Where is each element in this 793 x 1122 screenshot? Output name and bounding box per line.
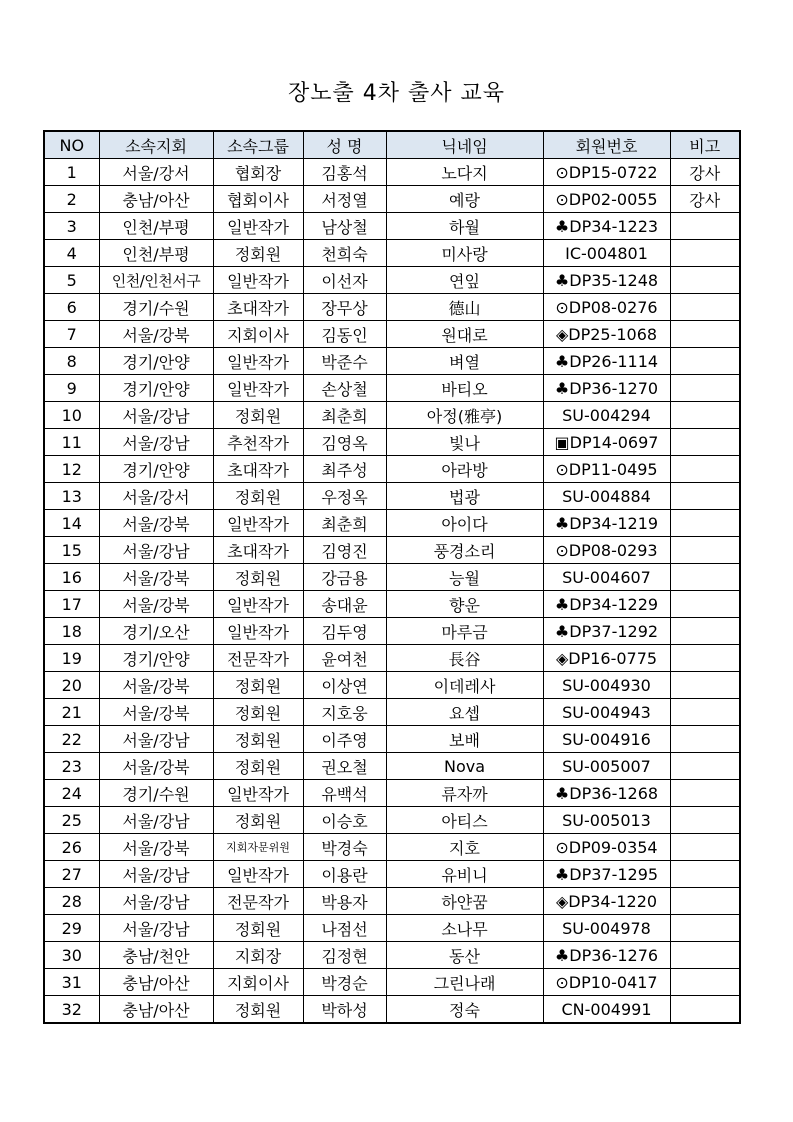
cell-no: 27 xyxy=(44,861,99,888)
cell-group: 정회원 xyxy=(213,807,303,834)
member-table xyxy=(43,130,741,1024)
table-row xyxy=(44,753,740,780)
cell-note xyxy=(670,429,740,456)
cell-nickname: 동산 xyxy=(386,942,543,969)
table-row xyxy=(44,807,740,834)
table-row xyxy=(44,159,740,186)
cell-group: 일반작가 xyxy=(213,618,303,645)
table-row xyxy=(44,996,740,1024)
cell-branch: 서울/강북 xyxy=(99,591,213,618)
cell-note xyxy=(670,618,740,645)
cell-nickname: 법광 xyxy=(386,483,543,510)
cell-member-id: IC-004801 xyxy=(543,240,670,267)
cell-note xyxy=(670,267,740,294)
cell-name: 강금용 xyxy=(303,564,386,591)
cell-no: 1 xyxy=(44,159,99,186)
cell-group: 정회원 xyxy=(213,915,303,942)
cell-note xyxy=(670,645,740,672)
cell-group: 전문작가 xyxy=(213,645,303,672)
cell-member-id: ⊙DP15-0722 xyxy=(543,159,670,186)
cell-nickname: 하얀꿈 xyxy=(386,888,543,915)
cell-note xyxy=(670,888,740,915)
cell-branch: 경기/수원 xyxy=(99,294,213,321)
cell-note xyxy=(670,780,740,807)
cell-member-id: SU-004916 xyxy=(543,726,670,753)
cell-note xyxy=(670,240,740,267)
cell-group: 협회장 xyxy=(213,159,303,186)
cell-no: 14 xyxy=(44,510,99,537)
cell-note xyxy=(670,861,740,888)
table-row xyxy=(44,429,740,456)
cell-nickname: 류자까 xyxy=(386,780,543,807)
table-row xyxy=(44,915,740,942)
cell-branch: 서울/강남 xyxy=(99,807,213,834)
cell-member-id: ♣DP35-1248 xyxy=(543,267,670,294)
cell-nickname: 연잎 xyxy=(386,267,543,294)
cell-name: 이주영 xyxy=(303,726,386,753)
cell-no: 4 xyxy=(44,240,99,267)
cell-branch: 서울/강북 xyxy=(99,321,213,348)
table-row xyxy=(44,213,740,240)
cell-no: 16 xyxy=(44,564,99,591)
cell-branch: 서울/강남 xyxy=(99,888,213,915)
cell-branch: 서울/강남 xyxy=(99,402,213,429)
cell-name: 김동인 xyxy=(303,321,386,348)
cell-note xyxy=(670,591,740,618)
table-row xyxy=(44,699,740,726)
cell-group: 정회원 xyxy=(213,753,303,780)
cell-member-id: SU-004978 xyxy=(543,915,670,942)
cell-branch: 서울/강북 xyxy=(99,672,213,699)
cell-name: 이승호 xyxy=(303,807,386,834)
table-row xyxy=(44,348,740,375)
cell-no: 24 xyxy=(44,780,99,807)
cell-no: 23 xyxy=(44,753,99,780)
cell-nickname: 정숙 xyxy=(386,996,543,1024)
cell-name: 김홍석 xyxy=(303,159,386,186)
cell-nickname: 빛나 xyxy=(386,429,543,456)
cell-note xyxy=(670,537,740,564)
cell-group: 일반작가 xyxy=(213,267,303,294)
cell-group: 지회이사 xyxy=(213,321,303,348)
table-row xyxy=(44,645,740,672)
table-row xyxy=(44,402,740,429)
table-row xyxy=(44,591,740,618)
cell-no: 30 xyxy=(44,942,99,969)
cell-no: 10 xyxy=(44,402,99,429)
cell-group: 초대작가 xyxy=(213,456,303,483)
cell-no: 20 xyxy=(44,672,99,699)
cell-note xyxy=(670,672,740,699)
cell-group: 일반작가 xyxy=(213,510,303,537)
header-member-id: 회원번호 xyxy=(543,131,670,159)
cell-no: 17 xyxy=(44,591,99,618)
cell-branch: 서울/강북 xyxy=(99,510,213,537)
cell-nickname: 미사랑 xyxy=(386,240,543,267)
cell-no: 12 xyxy=(44,456,99,483)
cell-group: 정회원 xyxy=(213,726,303,753)
cell-name: 이용란 xyxy=(303,861,386,888)
cell-name: 김영옥 xyxy=(303,429,386,456)
cell-no: 8 xyxy=(44,348,99,375)
cell-member-id: SU-004607 xyxy=(543,564,670,591)
cell-group: 초대작가 xyxy=(213,537,303,564)
cell-name: 최춘희 xyxy=(303,510,386,537)
cell-note xyxy=(670,510,740,537)
cell-group: 정회원 xyxy=(213,402,303,429)
cell-no: 28 xyxy=(44,888,99,915)
cell-nickname: 아티스 xyxy=(386,807,543,834)
table-row xyxy=(44,564,740,591)
cell-name: 박경숙 xyxy=(303,834,386,861)
cell-nickname: 유비니 xyxy=(386,861,543,888)
cell-group: 일반작가 xyxy=(213,375,303,402)
cell-nickname: 원대로 xyxy=(386,321,543,348)
table-row xyxy=(44,780,740,807)
cell-branch: 인천/부평 xyxy=(99,213,213,240)
header-branch: 소속지회 xyxy=(99,131,213,159)
table-row xyxy=(44,456,740,483)
cell-note xyxy=(670,807,740,834)
cell-note xyxy=(670,483,740,510)
cell-name: 김두영 xyxy=(303,618,386,645)
cell-member-id: SU-004884 xyxy=(543,483,670,510)
cell-branch: 경기/오산 xyxy=(99,618,213,645)
cell-note xyxy=(670,213,740,240)
cell-nickname: 이데레사 xyxy=(386,672,543,699)
table-row xyxy=(44,726,740,753)
cell-no: 26 xyxy=(44,834,99,861)
cell-branch: 서울/강북 xyxy=(99,699,213,726)
cell-name: 최춘희 xyxy=(303,402,386,429)
cell-name: 박경순 xyxy=(303,969,386,996)
cell-member-id: ⊙DP09-0354 xyxy=(543,834,670,861)
cell-name: 이상연 xyxy=(303,672,386,699)
cell-branch: 경기/안양 xyxy=(99,348,213,375)
cell-group: 정회원 xyxy=(213,564,303,591)
cell-nickname: 그린나래 xyxy=(386,969,543,996)
cell-branch: 경기/안양 xyxy=(99,645,213,672)
table-row xyxy=(44,537,740,564)
cell-note: 강사 xyxy=(670,186,740,213)
cell-member-id: ⊙DP02-0055 xyxy=(543,186,670,213)
cell-group: 지회장 xyxy=(213,942,303,969)
cell-no: 29 xyxy=(44,915,99,942)
cell-name: 박하성 xyxy=(303,996,386,1024)
cell-branch: 서울/강남 xyxy=(99,861,213,888)
cell-member-id: ♣DP36-1270 xyxy=(543,375,670,402)
cell-note xyxy=(670,942,740,969)
cell-branch: 서울/강서 xyxy=(99,159,213,186)
cell-name: 남상철 xyxy=(303,213,386,240)
cell-nickname: 아라방 xyxy=(386,456,543,483)
table-row xyxy=(44,267,740,294)
cell-nickname: 지호 xyxy=(386,834,543,861)
header-nickname: 닉네임 xyxy=(386,131,543,159)
cell-branch: 서울/강남 xyxy=(99,537,213,564)
cell-note xyxy=(670,726,740,753)
cell-no: 25 xyxy=(44,807,99,834)
page-title: 장노출 4차 출사 교육 xyxy=(288,81,505,106)
cell-note xyxy=(670,564,740,591)
cell-note: 강사 xyxy=(670,159,740,186)
cell-nickname: 바티오 xyxy=(386,375,543,402)
cell-group: 일반작가 xyxy=(213,861,303,888)
cell-no: 2 xyxy=(44,186,99,213)
cell-no: 31 xyxy=(44,969,99,996)
cell-name: 유백석 xyxy=(303,780,386,807)
cell-no: 13 xyxy=(44,483,99,510)
table-row xyxy=(44,618,740,645)
cell-name: 나점선 xyxy=(303,915,386,942)
cell-branch: 인천/부평 xyxy=(99,240,213,267)
cell-no: 9 xyxy=(44,375,99,402)
cell-name: 손상철 xyxy=(303,375,386,402)
cell-group: 일반작가 xyxy=(213,780,303,807)
table-row xyxy=(44,186,740,213)
cell-nickname: 아이다 xyxy=(386,510,543,537)
cell-member-id: ◈DP25-1068 xyxy=(543,321,670,348)
cell-branch: 서울/강남 xyxy=(99,915,213,942)
cell-group: 협회이사 xyxy=(213,186,303,213)
cell-branch: 충남/아산 xyxy=(99,969,213,996)
cell-nickname: 풍경소리 xyxy=(386,537,543,564)
cell-branch: 충남/천안 xyxy=(99,942,213,969)
cell-member-id: ⊙DP11-0495 xyxy=(543,456,670,483)
cell-group: 정회원 xyxy=(213,240,303,267)
cell-group: 일반작가 xyxy=(213,213,303,240)
cell-group: 초대작가 xyxy=(213,294,303,321)
cell-member-id: SU-005013 xyxy=(543,807,670,834)
cell-nickname: 아정(雅亭) xyxy=(386,402,543,429)
header-no: NO xyxy=(44,131,99,159)
cell-branch: 서울/강서 xyxy=(99,483,213,510)
cell-no: 19 xyxy=(44,645,99,672)
cell-nickname: 하월 xyxy=(386,213,543,240)
cell-name: 지호웅 xyxy=(303,699,386,726)
table-row xyxy=(44,888,740,915)
cell-note xyxy=(670,969,740,996)
cell-member-id: ♣DP34-1223 xyxy=(543,213,670,240)
cell-no: 5 xyxy=(44,267,99,294)
cell-branch: 서울/강북 xyxy=(99,753,213,780)
cell-name: 우정옥 xyxy=(303,483,386,510)
cell-member-id: CN-004991 xyxy=(543,996,670,1024)
table-row xyxy=(44,834,740,861)
cell-member-id: ◈DP34-1220 xyxy=(543,888,670,915)
header-row xyxy=(44,131,740,159)
cell-no: 18 xyxy=(44,618,99,645)
cell-nickname: 요셉 xyxy=(386,699,543,726)
cell-member-id: ⊙DP08-0276 xyxy=(543,294,670,321)
cell-branch: 충남/아산 xyxy=(99,186,213,213)
cell-branch: 서울/강남 xyxy=(99,726,213,753)
cell-nickname: 長谷 xyxy=(386,645,543,672)
cell-note xyxy=(670,294,740,321)
header-note: 비고 xyxy=(670,131,740,159)
cell-name: 김정현 xyxy=(303,942,386,969)
cell-group: 일반작가 xyxy=(213,348,303,375)
cell-member-id: ⊙DP08-0293 xyxy=(543,537,670,564)
cell-member-id: ♣DP37-1292 xyxy=(543,618,670,645)
table-row xyxy=(44,240,740,267)
cell-note xyxy=(670,915,740,942)
cell-nickname: 예랑 xyxy=(386,186,543,213)
cell-group: 전문작가 xyxy=(213,888,303,915)
cell-nickname: Nova xyxy=(386,753,543,780)
cell-member-id: SU-005007 xyxy=(543,753,670,780)
cell-name: 권오철 xyxy=(303,753,386,780)
cell-group: 일반작가 xyxy=(213,591,303,618)
cell-note xyxy=(670,456,740,483)
cell-group: 정회원 xyxy=(213,699,303,726)
cell-group: 정회원 xyxy=(213,483,303,510)
table-row xyxy=(44,942,740,969)
cell-note xyxy=(670,834,740,861)
cell-note xyxy=(670,996,740,1024)
cell-member-id: ♣DP34-1229 xyxy=(543,591,670,618)
cell-name: 김영진 xyxy=(303,537,386,564)
cell-branch: 서울/강북 xyxy=(99,564,213,591)
cell-no: 21 xyxy=(44,699,99,726)
cell-name: 박용자 xyxy=(303,888,386,915)
cell-note xyxy=(670,753,740,780)
cell-name: 서정열 xyxy=(303,186,386,213)
cell-name: 장무상 xyxy=(303,294,386,321)
cell-member-id: ◈DP16-0775 xyxy=(543,645,670,672)
cell-member-id: SU-004294 xyxy=(543,402,670,429)
cell-member-id: ♣DP26-1114 xyxy=(543,348,670,375)
table-row xyxy=(44,483,740,510)
cell-no: 7 xyxy=(44,321,99,348)
cell-note xyxy=(670,375,740,402)
cell-no: 32 xyxy=(44,996,99,1024)
cell-name: 윤여천 xyxy=(303,645,386,672)
table-row xyxy=(44,672,740,699)
header-group: 소속그룹 xyxy=(213,131,303,159)
cell-member-id: SU-004930 xyxy=(543,672,670,699)
header-name: 성 명 xyxy=(303,131,386,159)
cell-no: 3 xyxy=(44,213,99,240)
cell-nickname: 마루금 xyxy=(386,618,543,645)
table-row xyxy=(44,969,740,996)
cell-member-id: ▣DP14-0697 xyxy=(543,429,670,456)
cell-nickname: 德山 xyxy=(386,294,543,321)
table-row xyxy=(44,861,740,888)
cell-branch: 경기/수원 xyxy=(99,780,213,807)
cell-name: 최주성 xyxy=(303,456,386,483)
cell-note xyxy=(670,402,740,429)
cell-nickname: 노다지 xyxy=(386,159,543,186)
cell-group: 지회자문위원 xyxy=(213,834,303,861)
cell-name: 박준수 xyxy=(303,348,386,375)
cell-nickname: 능월 xyxy=(386,564,543,591)
cell-no: 11 xyxy=(44,429,99,456)
cell-name: 이선자 xyxy=(303,267,386,294)
cell-nickname: 보배 xyxy=(386,726,543,753)
cell-branch: 충남/아산 xyxy=(99,996,213,1024)
cell-nickname: 향운 xyxy=(386,591,543,618)
cell-branch: 경기/안양 xyxy=(99,456,213,483)
cell-name: 송대윤 xyxy=(303,591,386,618)
cell-member-id: ♣DP36-1268 xyxy=(543,780,670,807)
cell-group: 추천작가 xyxy=(213,429,303,456)
cell-branch: 경기/안양 xyxy=(99,375,213,402)
cell-note xyxy=(670,321,740,348)
cell-member-id: SU-004943 xyxy=(543,699,670,726)
cell-name: 천희숙 xyxy=(303,240,386,267)
table-row xyxy=(44,321,740,348)
cell-member-id: ♣DP36-1276 xyxy=(543,942,670,969)
cell-branch: 서울/강북 xyxy=(99,834,213,861)
cell-group: 정회원 xyxy=(213,996,303,1024)
cell-member-id: ♣DP37-1295 xyxy=(543,861,670,888)
table-row xyxy=(44,375,740,402)
table-row xyxy=(44,510,740,537)
cell-nickname: 벼열 xyxy=(386,348,543,375)
cell-member-id: ⊙DP10-0417 xyxy=(543,969,670,996)
cell-no: 6 xyxy=(44,294,99,321)
cell-group: 지회이사 xyxy=(213,969,303,996)
cell-no: 22 xyxy=(44,726,99,753)
cell-branch: 인천/인천서구 xyxy=(99,267,213,294)
cell-branch: 서울/강남 xyxy=(99,429,213,456)
cell-nickname: 소나무 xyxy=(386,915,543,942)
cell-group: 정회원 xyxy=(213,672,303,699)
cell-no: 15 xyxy=(44,537,99,564)
cell-note xyxy=(670,699,740,726)
table-row xyxy=(44,294,740,321)
cell-note xyxy=(670,348,740,375)
cell-member-id: ♣DP34-1219 xyxy=(543,510,670,537)
